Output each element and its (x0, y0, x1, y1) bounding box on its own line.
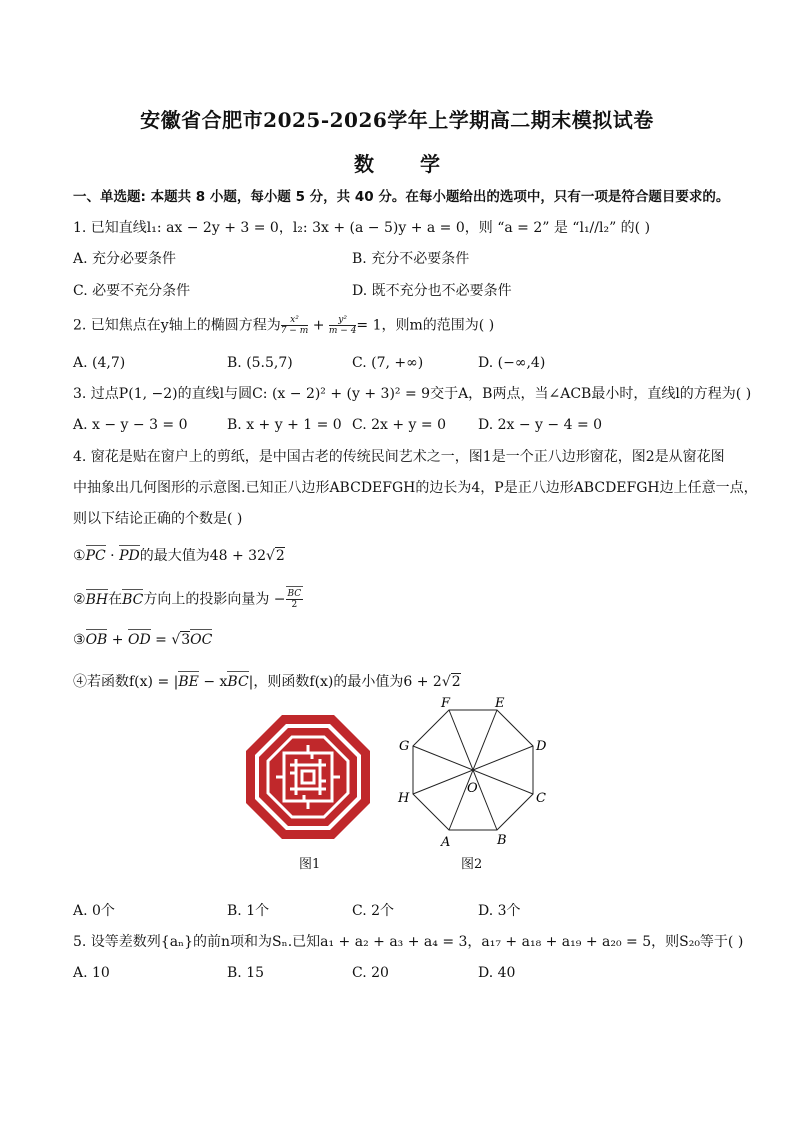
q3-option-d[interactable]: D. 2x − y − 4 = 0 (478, 417, 603, 433)
q1-option-b[interactable]: B. 充分不必要条件 (352, 251, 470, 267)
q2-plus: + (312, 317, 325, 334)
figure-1-caption: 图1 (299, 857, 321, 872)
figure-2-caption: 图2 (461, 857, 483, 872)
question-2-stem (73, 315, 494, 336)
question-4-stem-3: 则以下结论正确的个数是( ) (73, 511, 243, 527)
subject-title: 数学 (354, 152, 486, 176)
q4-option-b[interactable]: B. 1个 (227, 903, 270, 919)
q4-statement-3: ③OB + OD = √3OC (73, 632, 213, 648)
vertex-label-b: B (497, 833, 507, 848)
q1-option-c[interactable]: C. 必要不充分条件 (73, 283, 191, 299)
q1-option-a[interactable]: A. 充分必要条件 (73, 251, 177, 267)
q5-option-d[interactable]: D. 40 (478, 965, 516, 981)
question-4-stem-1: 4. 窗花是贴在窗户上的剪纸，是中国古老的传统民间艺术之一，图1是一个正八边形窗花，图2是从窗花图 (73, 449, 725, 465)
q3-option-a[interactable]: A. x − y − 3 = 0 (73, 417, 188, 433)
vertex-label-c: C (536, 791, 546, 806)
q2-option-a[interactable]: A. (4,7) (73, 355, 126, 371)
q2-fraction-1: $\frac{\text{x²}}{7 - m}$ (280, 315, 309, 336)
figure-2-octagon-diagram (395, 696, 555, 852)
q1-option-d[interactable]: D. 既不充分也不必要条件 (352, 283, 512, 299)
question-4-stem-2: 中抽象出几何图形的示意图.已知正八边形ABCDEFGH的边长为4，P是正八边形ABCDEFGH边上任意一点， (73, 480, 758, 496)
figure-1-window-flower (246, 715, 370, 839)
q5-option-a[interactable]: A. 10 (73, 965, 110, 981)
section-heading: 一、单选题: 本题共 8 小题，每小题 5 分，共 40 分。在每小题给出的选项中，只有一项是符合题目要求的。 (73, 189, 730, 205)
q2-option-d[interactable]: D. (−∞,4) (478, 355, 546, 371)
page-title: 安徽省合肥市2025-2026学年上学期高二期末模拟试卷 (140, 108, 654, 132)
q4-statement-1: ①PC · PD的最大值为48 + 32√2 (73, 548, 285, 564)
q3-option-b[interactable]: B. x + y + 1 = 0 (227, 417, 342, 433)
q5-option-c[interactable]: C. 20 (352, 965, 389, 981)
question-3-stem: 3. 过点P(1, −2)的直线l与圆C: (x − 2)² + (y + 3)² = 9交于A，B两点，当∠ACB最小时，直线l的方程为( ) (73, 386, 752, 402)
q4-statement-4: ④若函数f(x) = |BE − xBC|，则函数f(x)的最小值为6 + 2√2 (73, 674, 461, 690)
q2-option-c[interactable]: C. (7, +∞) (352, 355, 424, 371)
center-label-o: O (467, 781, 478, 796)
q2-stem-pre: 2. 已知焦点在y轴上的椭圆方程为 (73, 317, 281, 334)
q4-option-c[interactable]: C. 2个 (352, 903, 395, 919)
vertex-label-g: G (399, 739, 410, 754)
vertex-label-e: E (495, 696, 505, 711)
q5-option-b[interactable]: B. 15 (227, 965, 265, 981)
q2-fraction-2: $\frac{\text{y²}}{m - 4}$ (328, 315, 357, 336)
vertex-label-a: A (441, 835, 451, 850)
q2-option-b[interactable]: B. (5.5,7) (227, 355, 293, 371)
q4-option-d[interactable]: D. 3个 (478, 903, 521, 919)
q3-option-c[interactable]: C. 2x + y = 0 (352, 417, 446, 433)
q4-statement-2: ②BH在BC方向上的投影向量为 − $\frac{BC}{2}$ (73, 589, 302, 610)
vertex-label-f: F (441, 696, 451, 711)
vertex-label-h: H (398, 791, 410, 806)
octagon-pattern (259, 728, 357, 826)
vertex-label-d: D (536, 739, 547, 754)
question-5-stem: 5. 设等差数列{aₙ}的前n项和为Sₙ.已知a₁ + a₂ + a₃ + a₄ = 3，a₁₇ + a₁₈ + a₁₉ + a₂₀ = 5，则S₂₀等于( ) (73, 934, 744, 950)
q2-stem-post: = 1，则m的范围为( ) (356, 317, 495, 334)
question-1-stem: 1. 已知直线l₁: ax − 2y + 3 = 0，l₂: 3x + (a − 5)y + a = 0，则 “a = 2” 是 “l₁//l₂” 的( ) (73, 220, 651, 236)
q4-option-a[interactable]: A. 0个 (73, 903, 115, 919)
